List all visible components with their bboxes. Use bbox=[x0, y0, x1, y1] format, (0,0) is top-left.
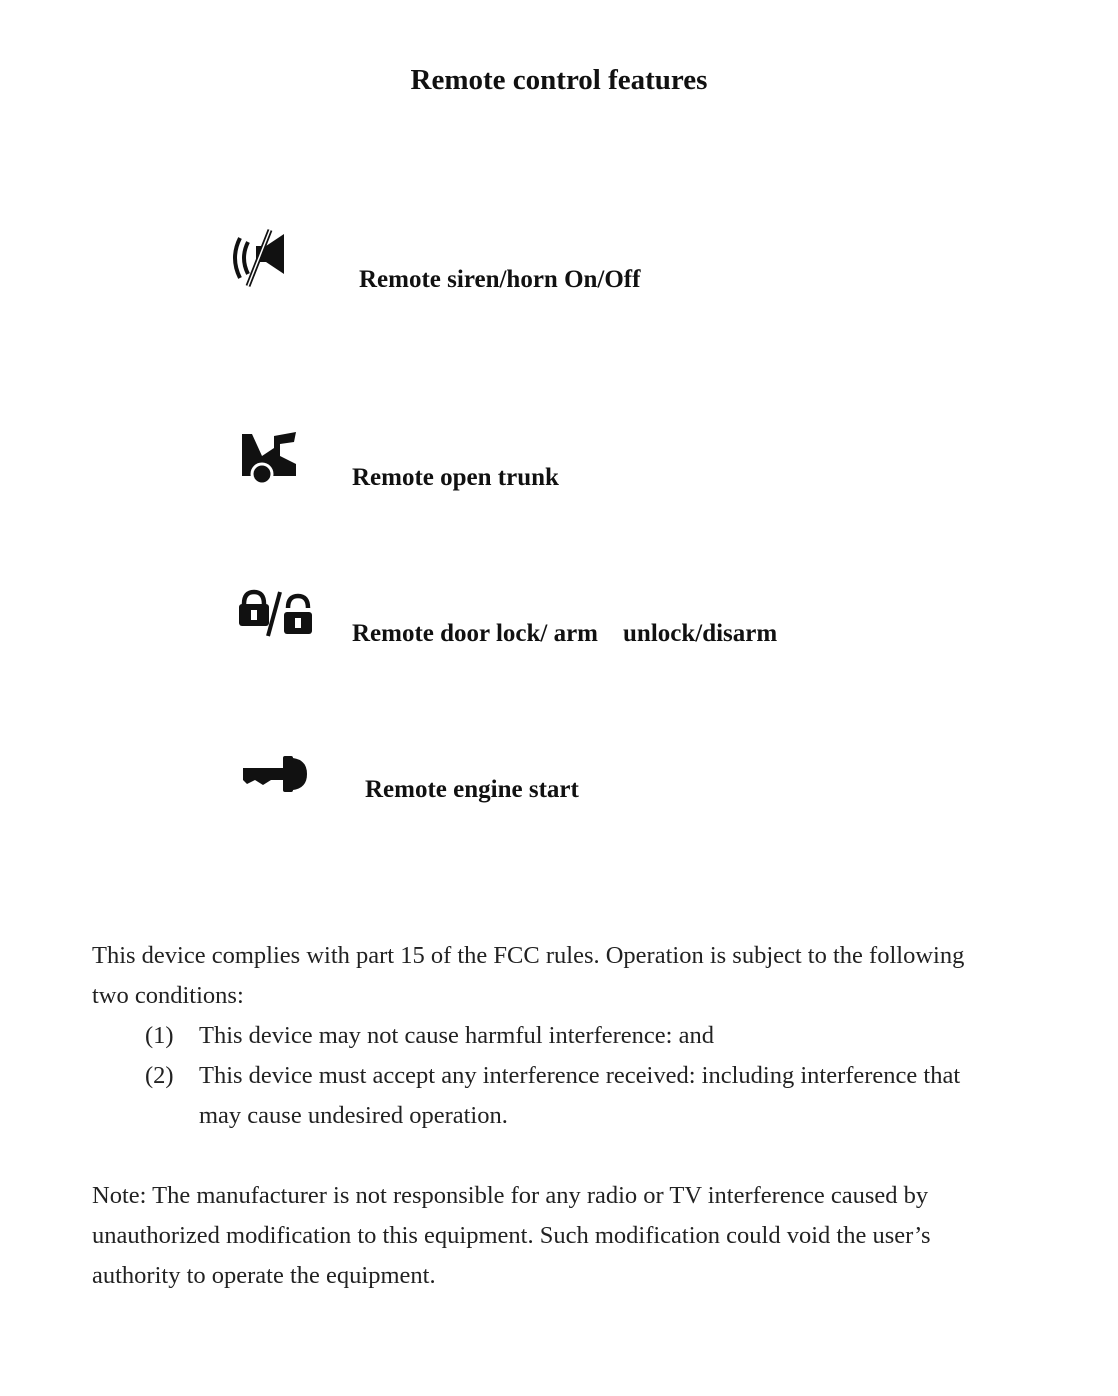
siren-horn-icon bbox=[226, 228, 292, 288]
fcc-condition bbox=[145, 1016, 1025, 1056]
fcc-statement-line: two conditions: bbox=[92, 982, 244, 1009]
manufacturer-note bbox=[92, 1176, 1022, 1296]
note-line: Note: The manufacturer is not responsible for any radio or TV interference caused by bbox=[92, 1182, 929, 1209]
feature-label-engine: Remote engine start bbox=[365, 776, 579, 803]
condition-number: (2) bbox=[145, 1062, 174, 1089]
page-title: Remote control features bbox=[410, 64, 708, 96]
fcc-condition bbox=[145, 1056, 1025, 1136]
open-trunk-icon bbox=[240, 430, 300, 488]
fcc-statement-line: This device complies with part 15 of the FCC rules. Operation is subject to the following bbox=[92, 942, 965, 969]
feature-label-lock: Remote door lock/ arm unlock/disarm bbox=[352, 620, 778, 647]
engine-key-icon bbox=[241, 752, 307, 796]
feature-label-trunk: Remote open trunk bbox=[352, 464, 559, 491]
fcc-statement bbox=[92, 936, 1022, 1016]
lock-unlock-icon bbox=[236, 588, 316, 640]
feature-label-siren: Remote siren/horn On/Off bbox=[359, 266, 641, 293]
note-line: authority to operate the equipment. bbox=[92, 1262, 436, 1289]
condition-text: This device must accept any interference received: including interference that may cause undesired operation. bbox=[199, 1062, 961, 1129]
note-line: unauthorized modification to this equipment. Such modification could void the user’s bbox=[92, 1222, 931, 1249]
condition-number: (1) bbox=[145, 1022, 174, 1049]
condition-text: This device may not cause harmful interference: and bbox=[199, 1022, 714, 1049]
